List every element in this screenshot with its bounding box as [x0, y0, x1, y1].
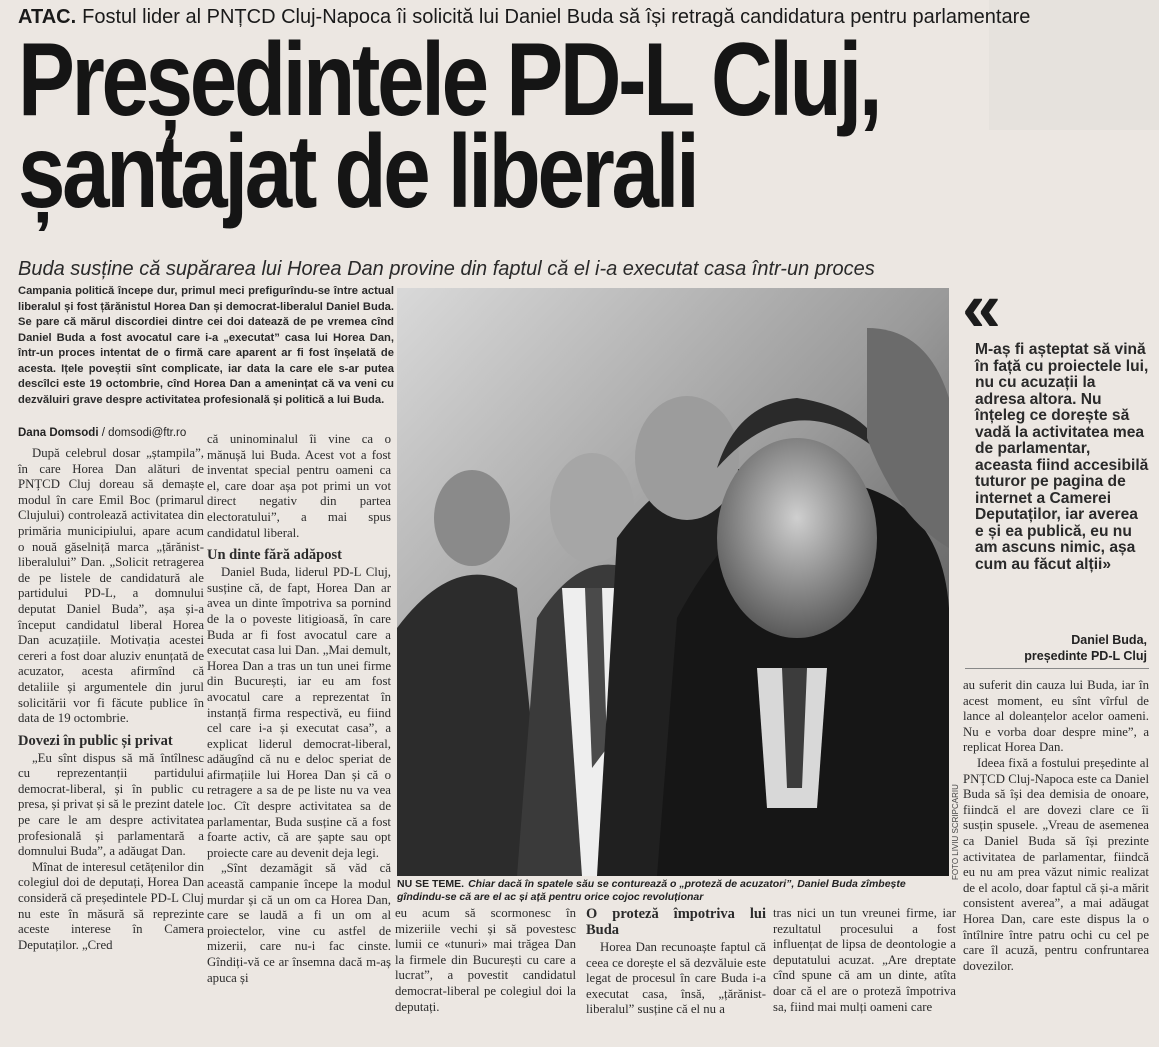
column-2-paragraph-3: „Sînt dezamăgit să văd că această campanie începe la modul murdar și că un om ca Horea Dan, care se laudă a fi un om al proiectelor, vine cu astfel de mizerii, care nu-i fac cinste. Gîndiți-vă ce ar însemna dacă m-aș apuca și: [207, 861, 391, 985]
photo-credit: FOTO LIVIU SCRIPCARIU: [951, 784, 960, 880]
byline: Dana Domsodi / domsodi@ftr.ro: [18, 427, 187, 439]
column-2-paragraph-2: Daniel Buda, liderul PD-L Cluj, susține că, de fapt, Horea Dan ar avea un dinte împotriva sa pornind de la o poveste litigioasă, în care Buda ar fi fost avocatul care a executat casa lui Dan. „Mai demult, Horea Dan a tras un tun unei firme din București, iar eu am fost avocatul care a reprezentat în instanță firma respectivă, eu fiind cel care i-a și executat casa”, a explicat liderul democrat-liberal, adăugînd că nu e deloc speriat de afirmațiile lui Horea Dan și că o retragere a sa de pe liste nu va vea loc. Cît despre activitatea sa de parlamentar, Buda susține că a fost foarte activ, că are șapte sau opt proiecte care au devenit deja legi.: [207, 565, 391, 860]
byline-email[interactable]: domsodi@ftr.ro: [108, 427, 187, 439]
subheading-proteza: O proteză împotriva lui Buda: [586, 906, 766, 938]
subheading-dovezi: Dovezi în public și privat: [18, 732, 173, 749]
article-photo: [397, 288, 949, 876]
photo-illustration: [397, 288, 949, 876]
lead-paragraph: Campania politică începe dur, primul meci prefigurîndu-se între actual liberalul și fost țărănistul Horea Dan și democrat-liberalul Daniel Buda. Se pare că mărul discordiei dintre cei doi datează de pe vremea cînd Daniel Buda a fost avocatul care i-a „executat” casa lui Horea Dan, într-un proces intentat de o firmă care aparent ar fi fost înșelată de acesta. Ițele poveștii sînt complicate, iar data la care ele s-ar putea descîlci este 19 octombrie, cînd Horea Dan a amenințat că va veni cu dezvăluiri grave despre activitatea profesională și politică a lui Buda.: [18, 285, 394, 406]
kicker-text: Fostul lider al PNȚCD Cluj-Napoca îi solicită lui Daniel Buda să își retragă candidatura pentru parlamentare: [82, 6, 1031, 28]
article-column-2: [207, 432, 391, 986]
article-column-1: [18, 446, 204, 953]
headline-line-1: Președintele PD-L Cluj,: [18, 22, 880, 138]
headline-line-2: șantajat de liberali: [18, 114, 697, 230]
article-column-3: [395, 906, 576, 1015]
caption-label: NU SE TEME.: [397, 878, 465, 890]
column-1-paragraph-3: Mînat de interesul cetățenilor din colegiul doi de deputați, Horea Dan consideră că președintele PD-L Cluj nu este în măsură să reprezinte aceste interese în Camera Deputaților. „Cred: [18, 859, 204, 952]
quote-mark-icon: «: [962, 268, 1001, 346]
column-6-paragraph-2: Ideea fixă a fostului președinte al PNȚCD Cluj-Napoca este ca Daniel Buda să își dea demisia de onoare, fiindcă el are dovezi clare ce îi susțin spusele. „Vreau de asemenea ca Daniel Buda să își prezinte activitatea de parlamentar, fiindcă eu nu am prea văzut nimic realizat de el acolo, doar faptul că și-a mărit consistent averea”, a mai adăugat Horea Dan, care este dispus la o întîlnire între patru ochi cu cel pe care îl acuză, pentru confruntarea dovezilor.: [963, 755, 1149, 973]
kicker-label: ATAC.: [18, 6, 77, 28]
subheading-dinte: Un dinte fără adăpost: [207, 547, 342, 564]
column-5-paragraph-1: tras nici un tun vreunei firme, iar rezultatul procesului a fost influențat de lipsa de deontologie a deputatului acuzat. „Are dreptate cînd spune că am un dinte, atîta doar că el are o proteză împotriva sa, fiind mai mulți oameni care: [773, 906, 956, 1014]
pull-quote-author: [975, 632, 1147, 664]
quote-author-name: Daniel Buda,: [1071, 633, 1147, 647]
quote-divider: [965, 668, 1149, 669]
byline-author: Dana Domsodi: [18, 427, 99, 439]
caption-text: Chiar dacă în spatele său se conturează o „proteză de acuzatori”, Daniel Buda zîmbește gîndindu-se că are el ac și ață pentru orice cojoc revoluționar: [397, 878, 906, 903]
column-1-paragraph-2: „Eu sînt dispus să mă întîlnesc cu reprezentanții partidului democrat-liberal, și în public cu presa, și privat și să le prezint datele pe care le am despre activitatea profesională și parlamentară a domnului Buda”, a adăugat Dan.: [18, 750, 204, 859]
quote-author-role: președinte PD-L Cluj: [1024, 649, 1147, 663]
column-4-paragraph-1: Horea Dan recunoaște faptul că ceea ce dorește el să dezvăluie este legat de procesul în care Buda i-a executat casa, însă, „țărănist-liberalul” susține că el nu a: [586, 940, 766, 1017]
column-2-paragraph-1: că uninominalul îi vine ca o mănușă lui Buda. Acest vot a fost inventat special pentru oameni ca el, care doar așa pot primi un vot direct negativ din partea electoratului”, a mai spus candidatul liberal.: [207, 432, 391, 540]
article-column-5: [773, 906, 956, 1015]
column-6-paragraph-1: au suferit din cauza lui Buda, iar în acest moment, eu sînt vîrful de lance al doleanțelor acelor oameni. Nu e vorba doar despre mine”, a replicat Horea Dan.: [963, 678, 1149, 755]
column-3-paragraph-1: eu acum să scormonesc în mizeriile vechi și să povestesc lumii ce «tunuri» mai trăgea Dan la firmele din București cu care a lucrat”, a povestit candidatul democrat-liberal pe colegiul doi la deputați.: [395, 906, 576, 1014]
pull-quote: M-aș fi așteptat să vină în față cu proiectele lui, nu cu acuzații la adresa altora. Nu înțeleg ce dorește să vadă la activitatea mea de parlamentar, aceasta fiind accesibilă tuturor pe pagina de internet a Camerei Deputaților, iar averea e și ea publică, eu nu am ascuns nimic, așa cum au făcut alții»: [975, 341, 1149, 573]
article-column-6: [963, 678, 1149, 974]
column-1-paragraph-1: După celebrul dosar „ștampila”, în care Horea Dan alături de PNȚCD Cluj doreau să demaște modul în care Emil Boc (primarul Clujului) controlează activitatea din primăria municipiului, apare acum o nouă găselniță marca „țărănist-liberalului” Dan. „Solicit retragerea de pe listele de candidatură ale partidului PD-L, a domnului deputat Daniel Buda”, așa și-a început candidatul liberal Horea Dan acuzațiile. Motivația acestei cereri a fost doar aluziv enunțată de acuzator, acesta afirmînd că detaliile și argumentele din jurul solicitării vor fi făcute publice în data de 19 octombrie.: [18, 446, 204, 726]
article-column-4: [586, 906, 766, 1018]
subtitle: Buda susține că supărarea lui Horea Dan provine din faptul că el i-a executat casa într-un proces: [18, 258, 875, 280]
photo-caption: [397, 878, 949, 904]
headline: [18, 22, 880, 230]
